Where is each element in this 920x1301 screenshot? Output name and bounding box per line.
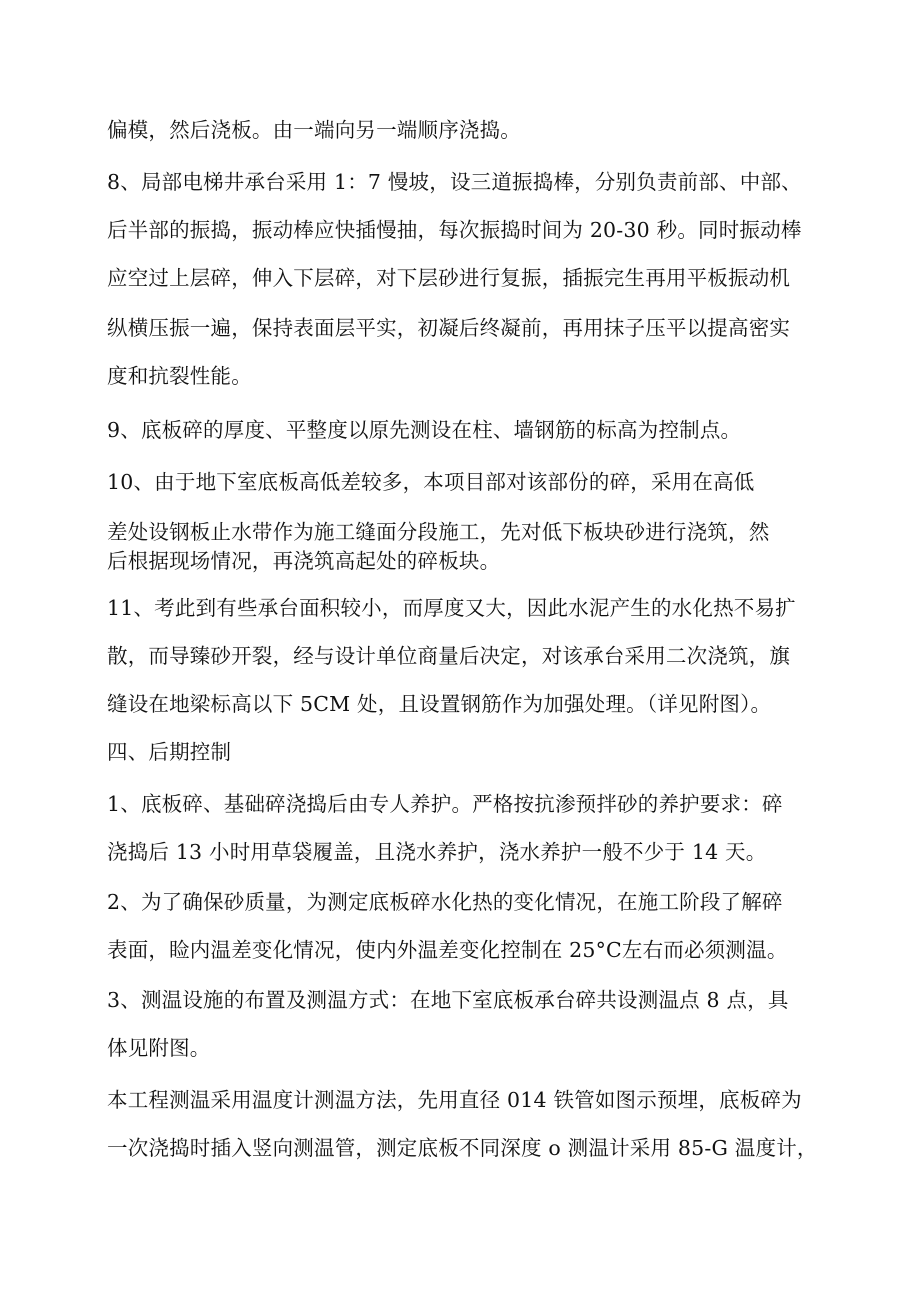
- section-heading: 四、后期控制: [107, 740, 232, 764]
- text-line: 1、底板碎、基础碎浇捣后由专人养护。严格按抗渗预拌砂的养护要求：碎: [107, 792, 783, 816]
- text-line: 浇捣后 13 小时用草袋履盖，且浇水养护，浇水养护一般不少于 14 天。: [107, 840, 767, 864]
- text-line: 本工程测温采用温度计测温方法，先用直径 014 铁管如图示预埋，底板碎为: [107, 1088, 802, 1112]
- text-line: 纵横压振一遍，保持表面层平实，初凝后终凝前，再用抹子压平以提高密实: [107, 316, 791, 340]
- text-line: 表面，睑内温差变化情况，使内外温差变化控制在 25°C左右而必须测温。: [107, 938, 788, 962]
- text-line: 2、为了确保砂质量，为测定底板碎水化热的变化情况，在施工阶段了解碎: [107, 890, 783, 914]
- text-line: 缝设在地梁标高以下 5CM 处，且设置钢筋作为加强处理。（详见附图）。: [107, 692, 772, 716]
- text-line: 9、底板碎的厚度、平整度以原先测设在柱、墙钢筋的标高为控制点。: [107, 418, 742, 442]
- text-line: 后根据现场情况，再浇筑高起处的碎板块。: [107, 549, 501, 573]
- text-line: 后半部的振捣，振动棒应快插慢抽，每次振捣时间为 20-30 秒。同时振动棒: [107, 218, 802, 242]
- text-line: 应空过上层碎，伸入下层碎，对下层砂进行复振，插振完生再用平板振动机: [107, 266, 791, 290]
- text-line: 偏模，然后浇板。由一端向另一端顺序浇捣。: [107, 118, 521, 142]
- text-line: 差处设钢板止水带作为施工缝面分段施工，先对低下板块砂进行浇筑，然: [107, 520, 770, 544]
- text-line: 体见附图。: [107, 1036, 211, 1060]
- text-line: 散，而导臻砂开裂，经与设计单位商量后决定，对该承台采用二次浇筑，旗: [107, 644, 791, 668]
- text-line: 3、测温设施的布置及测温方式：在地下室底板承台碎共设测温点 8 点，具: [107, 988, 789, 1012]
- text-line: 度和抗裂性能。: [107, 364, 252, 388]
- text-line: 10、由于地下室底板高低差较多，本项目部对该部份的碎，采用在高低: [107, 470, 755, 494]
- text-line: 一次浇捣时插入竖向测温管，测定底板不同深度 o 测温计采用 85-G 温度计，: [107, 1136, 818, 1160]
- text-line: 11、考此到有些承台面积较小，而厚度又大，因此水泥产生的水化热不易扩: [107, 596, 796, 620]
- text-line: 8、局部电梯井承台采用 1：7 慢坡，设三道振捣棒，分别负责前部、中部、: [107, 170, 802, 194]
